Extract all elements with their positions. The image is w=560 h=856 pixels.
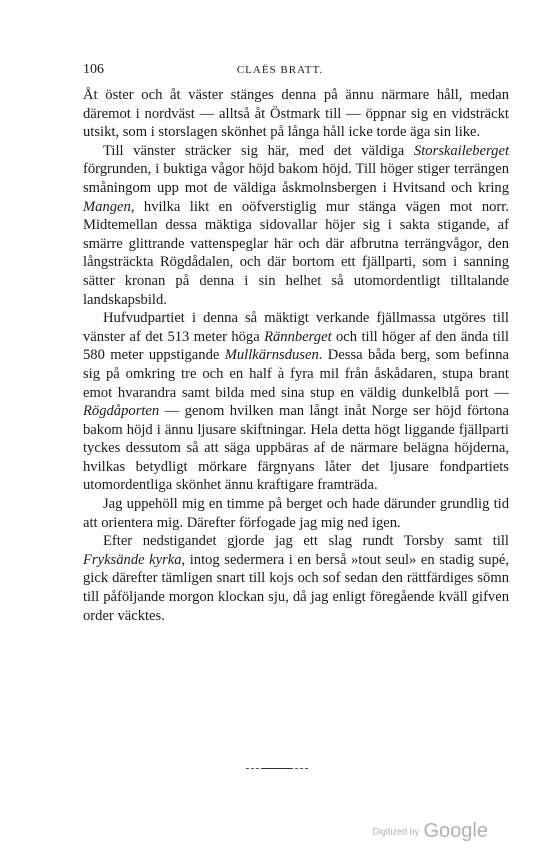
paragraph-3-text-e: . Dessa båda berg, som befinna sig på omkring tre och en half à fyra mil från åskådaren, stupa brant emot hvarandra samt bilda med sina stup en väldig dunkelblå port — <box>83 347 509 401</box>
place-name-storskaileberget: Storskaileberget <box>413 142 509 159</box>
place-name-rogdaporten: Rögdåporten <box>83 403 160 420</box>
google-logo-text: Google <box>423 820 488 842</box>
paragraph-4: Jag uppehöll mig en timme på berget och hade därunder grundlig tid att orientera mig. Därefter förfogade jag mig ned igen. <box>83 496 509 531</box>
place-name-fryksande-kyrka: Fryksände kyrka <box>83 551 182 568</box>
place-name-mangen: Mangen <box>83 198 131 215</box>
paragraph-1: Åt öster och åt väster stänges denna på ännu närmare håll, medan däremot i nordväst — alltså åt Östmark till — öppnar sig en vidsträckt utsikt, som i storslagen skönhet på långa håll icke torde äga sin like. <box>83 87 509 141</box>
page-number: 106 <box>83 62 104 77</box>
paragraph-5-text-a: Efter nedstigandet gjorde jag ett slag rundt Torsby samt till <box>103 533 509 550</box>
paragraph-5 <box>83 532 509 625</box>
end-ornament-center <box>262 768 292 769</box>
paragraph-2-text-c: förgrunden, i buktiga vågor höjd bakom höjd. Till höger stiger terrängen småningom upp mot de väldiga åskmolnsbergen i Hvitsand och kring <box>83 161 509 196</box>
digitized-by-label: Digitized by <box>372 826 420 837</box>
paragraph-2 <box>83 142 509 309</box>
paragraph-3-text-c: och till höger af den ända till 580 meter uppstigande <box>83 328 509 364</box>
paragraph-3-text-a: Hufvudpartiet i denna så mäktigt verkande fjällmassa utgöres till vänster af det 513 meter höga <box>83 310 509 345</box>
paragraph-5-text-c: , intog sedermera i en berså »tout seul» en stadig supé, gick därefter tämligen snart till kojs och sof sedan den rättfärdiges sömn till påföljande morgon klockan sju, då jag enligt föregående kväll gifven order väcktes. <box>83 551 509 624</box>
paragraph-2-text-e: , hvilka likt en oöfverstiglig mur stänga vägen mot norr. Midtemellan dessa mäktiga sidovallar höjer sig i sakta stigande, af smärre glittrande vattenspeglar här och där afbrutna terrängvågor, den långsträckta Rögdådalen, och där bortom ett fjällparti, som i sanning sätter kronan på denna i sin helhet så utomordentligt tilltalande landskapsbild. <box>83 198 509 308</box>
place-name-rannberget: Rännberget <box>264 328 332 345</box>
body-text <box>83 86 509 625</box>
paragraph-3-text-g: — genom hvilken man långt inåt Norge ser höjd förtona bakom höjd i ännu ljusare skiftningar. Hela detta högt liggande fjällparti tyckes dessutom så att säga uppbäras af de närmare belägna höjderna, hvilkas betydligt mörkare färgnyans låter det ljusare fondpartiets utomordentliga skönhet ännu kraftigare framträda. <box>83 403 509 494</box>
place-name-mullkarnsdusen: Mullkärnsdusen <box>224 347 319 364</box>
google-watermark <box>373 820 488 843</box>
paragraph-2-text-a: Till vänster sträcker sig här, med det väldiga <box>103 142 414 159</box>
running-title: CLAËS BRATT. <box>236 64 324 76</box>
paragraph-3 <box>83 309 509 495</box>
